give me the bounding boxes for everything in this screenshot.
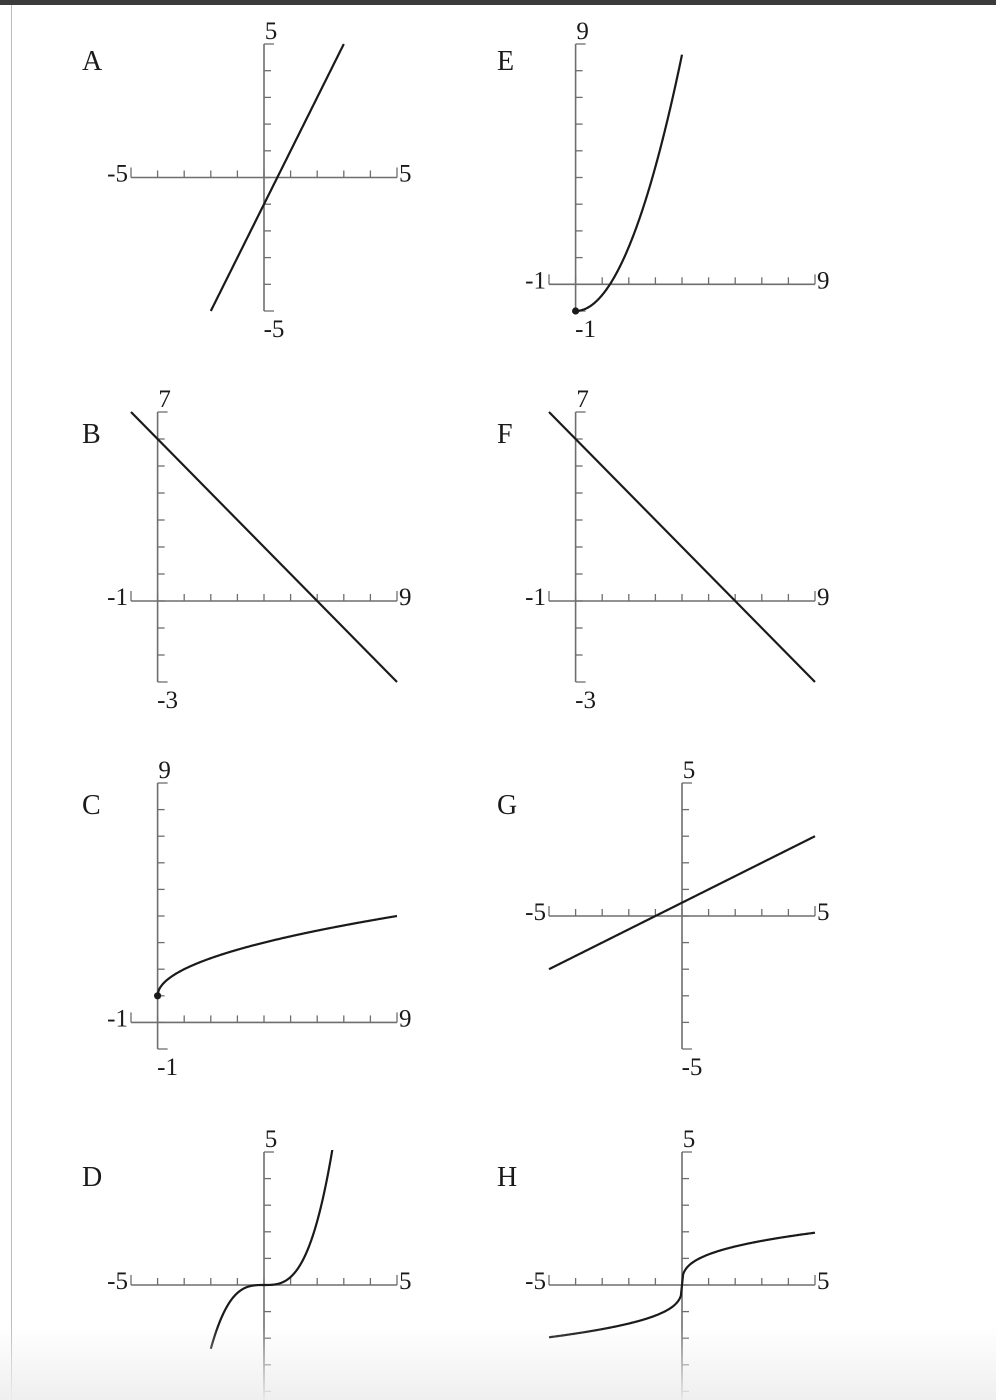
y-max-label-e: 9	[576, 18, 589, 45]
x-min-label-d: -5	[107, 1268, 128, 1295]
x-min-label-g: -5	[525, 899, 546, 926]
x-max-label-d: 5	[399, 1268, 412, 1295]
y-min-label-g: -5	[681, 1054, 703, 1081]
panel-label-b: B	[82, 419, 101, 450]
x-min-label-e: -1	[525, 267, 546, 295]
graph-curve-e	[576, 55, 682, 311]
graph-panel-b	[107, 386, 411, 714]
y-min-label-c: -1	[157, 1054, 179, 1081]
endpoint-dot-e	[572, 307, 579, 314]
y-max-label-h: 5	[682, 1126, 696, 1153]
x-min-label-f: -1	[525, 584, 546, 611]
panel-label-h: H	[497, 1162, 518, 1193]
x-min-label-c: -1	[107, 1005, 128, 1033]
y-max-label-b: 7	[158, 386, 171, 413]
y-min-label-b: -3	[157, 687, 179, 714]
graph-panel-g	[525, 757, 829, 1081]
x-max-label-b: 9	[399, 584, 412, 611]
x-min-label-b: -1	[107, 584, 128, 611]
x-max-label-g: 5	[817, 899, 830, 926]
graph-curve-d	[211, 1145, 333, 1349]
panel-label-c: C	[82, 790, 101, 821]
y-max-label-g: 5	[682, 757, 696, 784]
graph-panel-f	[525, 386, 829, 714]
x-max-label-a: 5	[399, 160, 412, 188]
graph-panel-c	[107, 757, 411, 1081]
endpoint-dot-c	[154, 992, 161, 999]
panel-label-f: F	[497, 419, 513, 450]
x-max-label-h: 5	[817, 1268, 830, 1295]
graph-curve-b	[131, 412, 397, 682]
graph-panel-d	[107, 1126, 411, 1400]
panel-label-d: D	[82, 1162, 103, 1193]
graph-panel-a	[107, 18, 411, 343]
x-min-label-a: -5	[107, 160, 128, 188]
x-max-label-c: 9	[399, 1005, 412, 1033]
y-max-label-a: 5	[264, 18, 278, 45]
graph-curve-f	[549, 412, 815, 682]
y-min-label-a: -5	[263, 316, 285, 343]
graph-curve-c	[158, 916, 397, 996]
y-max-label-c: 9	[158, 757, 171, 784]
graph-panel-e	[525, 18, 829, 343]
y-max-label-d: 5	[264, 1126, 278, 1153]
panel-label-g: G	[497, 790, 518, 821]
panel-label-a: A	[82, 46, 103, 77]
y-max-label-f: 7	[576, 386, 589, 413]
graph-panel-h	[525, 1126, 829, 1400]
x-min-label-h: -5	[525, 1268, 546, 1295]
x-max-label-e: 9	[817, 267, 830, 295]
panel-label-e: E	[497, 46, 515, 77]
x-max-label-f: 9	[817, 584, 830, 611]
y-min-label-f: -3	[575, 687, 597, 714]
y-min-label-e: -1	[575, 316, 597, 343]
